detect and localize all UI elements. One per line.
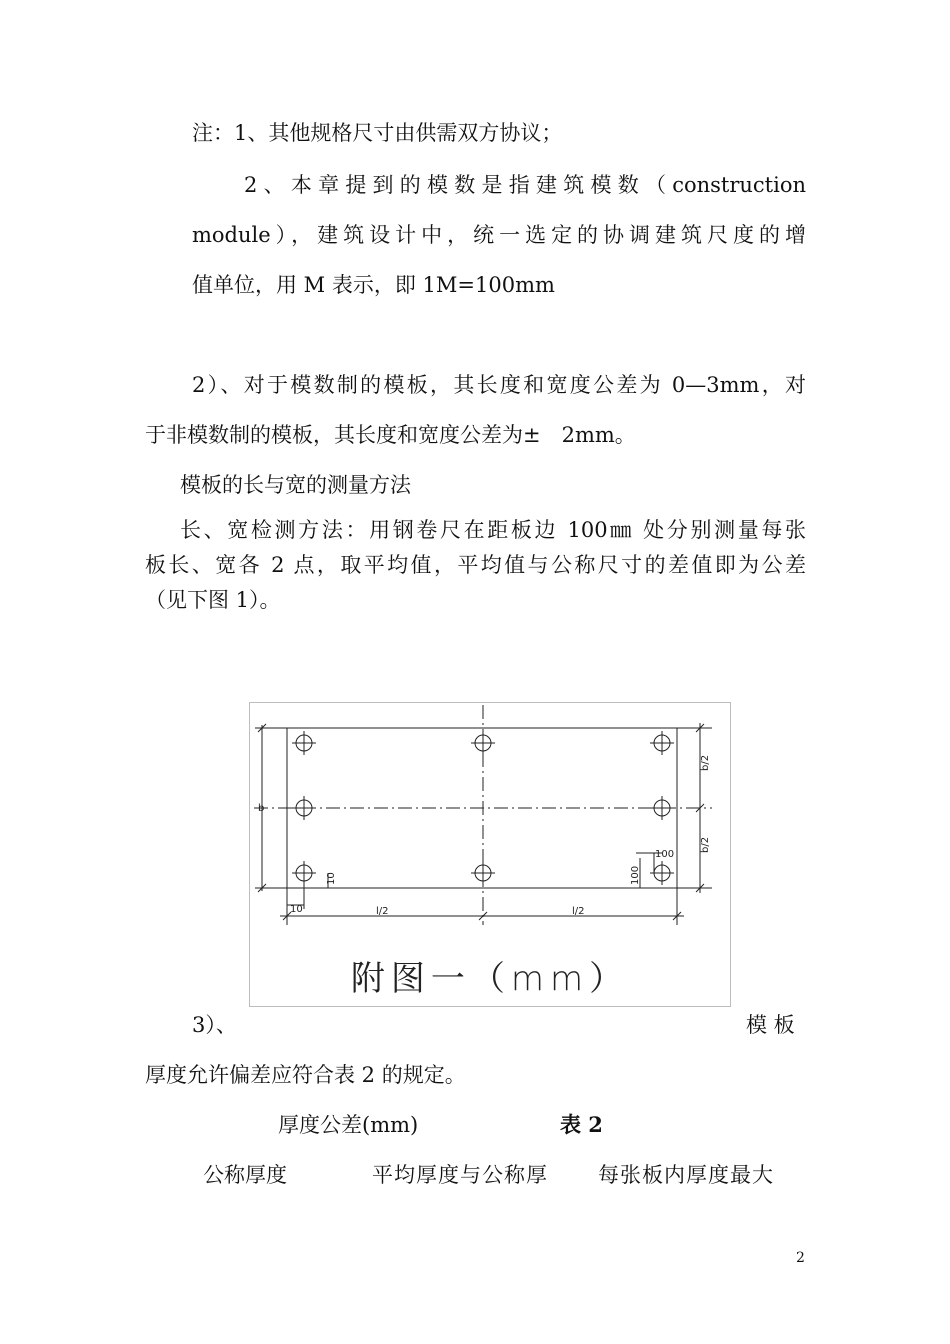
table-col-nominal-thickness: 公称厚度 [203, 1163, 287, 1187]
label-b2-bottom: b/2 [700, 836, 711, 853]
hole-middle-left [292, 796, 316, 820]
table-col-max-thickness: 每张板内厚度最大 [598, 1163, 774, 1187]
hole-middle-right [650, 796, 674, 820]
note-line-4: 值单位，用 M 表示，即 1M=100mm [192, 273, 555, 297]
label-b2-top: b/2 [700, 754, 711, 771]
figure-caption: 附图一（mm） [350, 959, 630, 999]
hole-bottom-left [292, 861, 316, 885]
para2-line-1: 2）、对于模数制的模板，其长度和宽度公差为 0—3mm，对 [192, 373, 806, 397]
hole-bottom-center [471, 861, 495, 885]
note-line-1: 注：1、其他规格尺寸由供需双方协议； [192, 121, 563, 145]
label-100-h: 100 [655, 849, 675, 860]
table-number: 表 2 [560, 1112, 603, 1137]
measure-line-3: （见下图 1）。 [145, 588, 281, 612]
hole-top-left [292, 731, 316, 755]
note-line-3: module），建筑设计中，统一选定的协调建筑尺度的增 [192, 223, 806, 247]
para3-line-2: 厚度允许偏差应符合表 2 的规定。 [145, 1063, 466, 1087]
hole-top-center [471, 731, 495, 755]
para3-start: 3）、 [192, 1013, 237, 1037]
figure-board-measurement [249, 702, 731, 1007]
measure-line-1: 长、宽检测方法：用钢卷尺在距板边 100㎜ 处分别测量每张 [180, 518, 806, 542]
label-10-v: 10 [326, 872, 337, 885]
label-l2-right: l/2 [572, 906, 585, 917]
measure-line-2: 板长、宽各 2 点，取平均值，平均值与公称尺寸的差值即为公差 [145, 553, 806, 577]
page-number: 2 [796, 1250, 805, 1266]
hole-top-right [650, 731, 674, 755]
para2-line-2: 于非模数制的模板，其长度和宽度公差为± 2mm。 [145, 423, 636, 447]
note-line-2: 2、本章提到的模数是指建筑模数（construction [244, 173, 806, 197]
label-b: b [258, 803, 265, 814]
table-title: 厚度公差(mm) [278, 1113, 419, 1137]
label-100-v: 100 [630, 865, 641, 885]
label-10-h: 10 [290, 904, 303, 915]
measure-heading: 模板的长与宽的测量方法 [180, 473, 411, 497]
para3-end: 模 板 [746, 1013, 795, 1037]
label-l2-left: l/2 [376, 906, 389, 917]
table-col-average-deviation: 平均厚度与公称厚 [372, 1163, 548, 1187]
